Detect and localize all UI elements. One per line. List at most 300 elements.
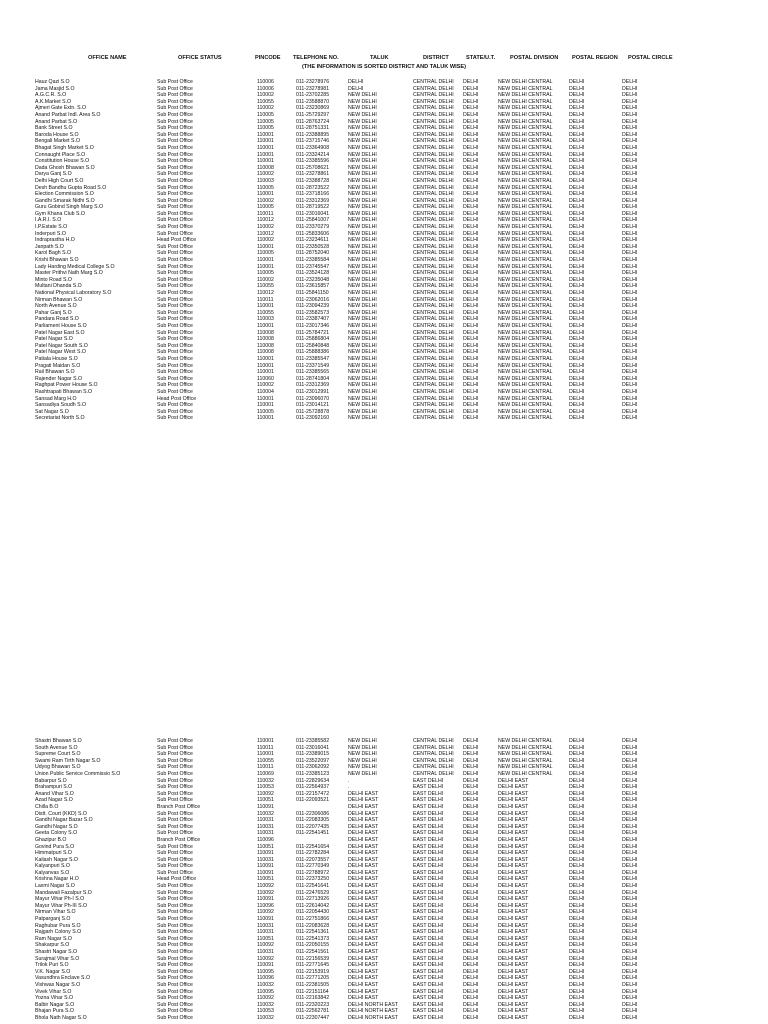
cell-pincode: 110001 — [257, 369, 274, 376]
cell-telephone: 011-22054430 — [296, 909, 330, 916]
cell-taluk: NEW DELHI — [348, 164, 377, 171]
cell-postal-division: NEW DELHI CENTRAL — [498, 197, 553, 204]
cell-pincode: 110092 — [257, 790, 274, 797]
cell-telephone: 011-23371549 — [296, 362, 330, 369]
cell-office-name: Krishi Bhawan S.O — [35, 257, 79, 264]
cell-postal-division: NEW DELHI CENTRAL — [498, 164, 553, 171]
cell-office-status: Sub Post Office — [157, 889, 193, 896]
cell-postal-region: DELHI — [569, 217, 585, 224]
cell-postal-division: NEW DELHI CENTRAL — [498, 144, 553, 151]
header-taluk: TALUK — [370, 55, 389, 61]
cell-postal-division: DELHI EAST — [498, 790, 529, 797]
cell-state: DELHI — [463, 144, 479, 151]
cell-telephone: 011-23016041 — [296, 744, 330, 751]
cell-district: CENTRAL DELHI — [413, 355, 454, 362]
cell-postal-region: DELHI — [569, 922, 585, 929]
cell-telephone: 011-23278976 — [296, 79, 330, 85]
cell-pincode: 110055 — [257, 309, 274, 316]
cell-office-status: Sub Post Office — [157, 290, 193, 296]
cell-telephone: 011-23278861 — [296, 171, 330, 178]
cell-district: CENTRAL DELHI — [413, 85, 454, 92]
cell-postal-circle: DELHI — [622, 744, 638, 751]
cell-pincode: 110012 — [257, 230, 274, 237]
cell-pincode: 110005 — [257, 184, 274, 191]
cell-postal-circle: DELHI — [622, 355, 638, 362]
cell-postal-region: DELHI — [569, 836, 585, 843]
header-postal-region: POSTAL REGION — [572, 55, 618, 61]
cell-postal-division: NEW DELHI CENTRAL — [498, 237, 553, 244]
cell-postal-region: DELHI — [569, 125, 585, 132]
cell-telephone: 011-28751331 — [296, 125, 330, 132]
cell-office-name: Bhagat Singh Market S.O — [35, 144, 94, 151]
cell-pincode: 110003 — [257, 177, 274, 184]
cell-state: DELHI — [463, 1008, 479, 1015]
table-row — [0, 231, 768, 238]
table-row — [0, 969, 768, 976]
cell-pincode: 110091 — [257, 916, 274, 923]
cell-pincode: 110055 — [257, 757, 274, 764]
cell-telephone: 011-23702285 — [296, 92, 330, 99]
cell-office-name: Raghubar Pura S.O — [35, 922, 81, 929]
cell-telephone: 011-22050155 — [296, 942, 330, 949]
cell-pincode: 110032 — [257, 810, 274, 817]
cell-office-status: Sub Post Office — [157, 125, 193, 132]
header-postal-circle: POSTAL CIRCLE — [628, 55, 673, 61]
cell-office-name: Pragati Maidan S.O — [35, 362, 81, 369]
cell-pincode: 110001 — [257, 131, 274, 138]
cell-pincode: 110005 — [257, 408, 274, 415]
cell-office-status: Sub Post Office — [157, 751, 193, 758]
cell-district: EAST DELHI — [413, 790, 444, 797]
cell-postal-division: DELHI EAST — [498, 823, 529, 830]
cell-district: EAST DELHI — [413, 935, 444, 942]
cell-office-status: Sub Post Office — [157, 981, 193, 988]
cell-state: DELHI — [463, 962, 479, 969]
cell-state: DELHI — [463, 362, 479, 369]
cell-postal-circle: DELHI — [622, 197, 638, 204]
cell-pincode: 110002 — [257, 171, 274, 178]
cell-pincode: 110095 — [257, 968, 274, 975]
cell-state: DELHI — [463, 790, 479, 797]
cell-district: CENTRAL DELHI — [413, 144, 454, 151]
cell-office-status: Sub Post Office — [157, 402, 193, 409]
cell-taluk: NEW DELHI — [348, 309, 377, 316]
cell-office-status: Sub Post Office — [157, 949, 193, 955]
cell-telephone: 011-22771205 — [296, 975, 330, 982]
cell-district: EAST DELHI — [413, 850, 444, 857]
cell-district: EAST DELHI — [413, 975, 444, 982]
cell-district: EAST DELHI — [413, 777, 444, 784]
cell-pincode: 110006 — [257, 79, 274, 85]
table-row — [0, 224, 768, 231]
cell-pincode: 110031 — [257, 949, 274, 955]
cell-pincode: 110005 — [257, 111, 274, 118]
table-row — [0, 297, 768, 304]
table-row — [0, 303, 768, 310]
cell-district: CENTRAL DELHI — [413, 303, 454, 310]
cell-postal-division: NEW DELHI CENTRAL — [498, 98, 553, 105]
cell-state: DELHI — [463, 738, 479, 744]
cell-telephone: 011-22614042 — [296, 902, 330, 909]
cell-postal-region: DELHI — [569, 151, 585, 158]
cell-taluk: NEW DELHI — [348, 177, 377, 184]
sort-note: (THE INFORMATION IS SORTED DISTRICT AND TALUK WISE) — [302, 64, 466, 70]
cell-state: DELHI — [463, 171, 479, 178]
cell-office-name: Pahar Ganj S.O — [35, 309, 72, 316]
cell-telephone: 011-23389015 — [296, 751, 330, 758]
cell-pincode: 110012 — [257, 217, 274, 224]
table-row — [0, 105, 768, 112]
cell-pincode: 110001 — [257, 257, 274, 264]
cell-office-name: Kalyanvas S.O — [35, 869, 70, 876]
cell-office-name: Balbir Nagar S.O — [35, 1001, 75, 1008]
cell-office-status: Sub Post Office — [157, 784, 193, 791]
cell-pincode: 110001 — [257, 322, 274, 329]
cell-postal-division: DELHI EAST — [498, 981, 529, 988]
cell-office-name: Brahampuri S.O — [35, 784, 73, 791]
cell-taluk: DELHI EAST — [348, 863, 379, 870]
table-row — [0, 1002, 768, 1009]
cell-office-name: Rajgarh Colony S.O — [35, 929, 82, 936]
cell-pincode: 110008 — [257, 336, 274, 343]
cell-office-name: Vasundhra Enclave S.O — [35, 975, 90, 982]
cell-postal-region: DELHI — [569, 349, 585, 356]
cell-office-name: Union Public Service Commissio S.O — [35, 770, 121, 777]
cell-taluk: NEW DELHI — [348, 738, 377, 744]
cell-postal-division: NEW DELHI CENTRAL — [498, 355, 553, 362]
cell-taluk: NEW DELHI — [348, 303, 377, 310]
cell-postal-region: DELHI — [569, 744, 585, 751]
cell-taluk: DELHI EAST — [348, 803, 379, 810]
cell-telephone: 011-22782284 — [296, 850, 330, 857]
cell-district: CENTRAL DELHI — [413, 388, 454, 395]
cell-office-status: Sub Post Office — [157, 902, 193, 909]
cell-postal-division: DELHI EAST — [498, 856, 529, 863]
cell-telephone: 011-23230869 — [296, 105, 330, 112]
cell-telephone: 011-23388895 — [296, 131, 330, 138]
cell-district: CENTRAL DELHI — [413, 92, 454, 99]
cell-district: EAST DELHI — [413, 988, 444, 995]
cell-taluk: NEW DELHI — [348, 322, 377, 329]
cell-telephone: 011-23718166 — [296, 191, 330, 198]
cell-postal-circle: DELHI — [622, 164, 638, 171]
table-row — [0, 343, 768, 350]
cell-postal-region: DELHI — [569, 276, 585, 283]
table-row — [0, 316, 768, 323]
cell-state: DELHI — [463, 79, 479, 85]
cell-district: EAST DELHI — [413, 909, 444, 916]
cell-postal-division: NEW DELHI CENTRAL — [498, 764, 553, 771]
cell-pincode: 110002 — [257, 382, 274, 389]
cell-district: EAST DELHI — [413, 929, 444, 936]
cell-office-status: Sub Post Office — [157, 1001, 193, 1008]
cell-postal-circle: DELHI — [622, 105, 638, 112]
cell-office-name: Minto Road S.O — [35, 276, 72, 283]
cell-pincode: 110004 — [257, 388, 274, 395]
cell-taluk: DELHI EAST — [348, 823, 379, 830]
cell-postal-division: NEW DELHI CENTRAL — [498, 395, 553, 402]
cell-office-status: Sub Post Office — [157, 144, 193, 151]
cell-telephone: 011-22541641 — [296, 883, 330, 890]
cell-postal-region: DELHI — [569, 949, 585, 955]
cell-office-status: Sub Post Office — [157, 250, 193, 257]
cell-telephone: 011-23092160 — [296, 415, 330, 422]
cell-office-name: Yozna Vihar S.O — [35, 995, 74, 1002]
cell-postal-division: NEW DELHI CENTRAL — [498, 770, 553, 777]
table-row — [0, 204, 768, 211]
table-row — [0, 376, 768, 383]
cell-state: DELHI — [463, 322, 479, 329]
cell-postal-region: DELHI — [569, 402, 585, 409]
table-row — [0, 356, 768, 363]
table-row — [0, 198, 768, 205]
cell-postal-region: DELHI — [569, 138, 585, 145]
cell-state: DELHI — [463, 329, 479, 336]
cell-district: CENTRAL DELHI — [413, 230, 454, 237]
table-row — [0, 369, 768, 376]
header-office-name: OFFICE NAME — [88, 55, 127, 61]
cell-postal-region: DELHI — [569, 856, 585, 863]
cell-postal-circle: DELHI — [622, 125, 638, 132]
cell-pincode: 110001 — [257, 362, 274, 369]
cell-postal-region: DELHI — [569, 902, 585, 909]
table-row — [0, 92, 768, 99]
cell-postal-circle: DELHI — [622, 144, 638, 151]
cell-taluk: NEW DELHI — [348, 92, 377, 99]
cell-office-name: Gandhi Smarak Nidhi S.O — [35, 197, 95, 204]
table-row — [0, 949, 768, 956]
cell-state: DELHI — [463, 98, 479, 105]
cell-district: EAST DELHI — [413, 995, 444, 1002]
cell-taluk: NEW DELHI — [348, 191, 377, 198]
cell-state: DELHI — [463, 263, 479, 270]
cell-office-status: Sub Post Office — [157, 296, 193, 303]
table-row — [0, 330, 768, 337]
cell-postal-region: DELHI — [569, 909, 585, 916]
cell-state: DELHI — [463, 415, 479, 422]
cell-telephone: 011-23234611 — [296, 237, 329, 244]
cell-postal-circle: DELHI — [622, 863, 638, 870]
cell-taluk: NEW DELHI — [348, 184, 377, 191]
cell-district: CENTRAL DELHI — [413, 197, 454, 204]
cell-postal-region: DELHI — [569, 92, 585, 99]
cell-taluk: NEW DELHI — [348, 296, 377, 303]
cell-postal-division: DELHI EAST — [498, 797, 529, 804]
cell-postal-circle: DELHI — [622, 810, 638, 817]
cell-office-name: Inderpuri S.O — [35, 230, 66, 237]
cell-telephone: 011-23582573 — [296, 309, 330, 316]
cell-state: DELHI — [463, 909, 479, 916]
cell-postal-region: DELHI — [569, 303, 585, 310]
cell-telephone: 011-23312369 — [296, 197, 330, 204]
cell-state: DELHI — [463, 896, 479, 903]
cell-postal-region: DELHI — [569, 770, 585, 777]
cell-state: DELHI — [463, 296, 479, 303]
cell-office-status: Sub Post Office — [157, 738, 193, 744]
cell-postal-circle: DELHI — [622, 138, 638, 145]
cell-district: CENTRAL DELHI — [413, 316, 454, 323]
cell-district: CENTRAL DELHI — [413, 158, 454, 165]
cell-office-status: Sub Post Office — [157, 210, 193, 217]
cell-taluk: DELHI EAST — [348, 850, 379, 857]
cell-telephone: 011-22541654 — [296, 843, 330, 850]
cell-taluk: NEW DELHI — [348, 336, 377, 343]
table-row — [0, 250, 768, 257]
cell-postal-division: DELHI EAST — [498, 909, 529, 916]
cell-office-name: Bhajan Pura S.O — [35, 1008, 74, 1015]
cell-office-status: Sub Post Office — [157, 336, 193, 343]
cell-office-status: Sub Post Office — [157, 355, 193, 362]
table-row — [0, 349, 768, 356]
cell-telephone: 011-22713926 — [296, 896, 330, 903]
cell-office-name: Parliament House S.O — [35, 322, 87, 329]
cell-state: DELHI — [463, 369, 479, 376]
cell-state: DELHI — [463, 869, 479, 876]
cell-office-status: Sub Post Office — [157, 322, 193, 329]
cell-state: DELHI — [463, 270, 479, 277]
cell-postal-division: DELHI EAST — [498, 942, 529, 949]
cell-postal-region: DELHI — [569, 388, 585, 395]
cell-district: CENTRAL DELHI — [413, 224, 454, 231]
cell-taluk: NEW DELHI — [348, 342, 377, 349]
cell-taluk: NEW DELHI — [348, 382, 377, 389]
cell-postal-region: DELHI — [569, 316, 585, 323]
cell-postal-region: DELHI — [569, 230, 585, 237]
cell-postal-region: DELHI — [569, 850, 585, 857]
cell-state: DELHI — [463, 797, 479, 804]
cell-telephone: 011-22083628 — [296, 922, 330, 929]
cell-pincode: 110005 — [257, 125, 274, 132]
table-row — [0, 837, 768, 844]
cell-district: EAST DELHI — [413, 823, 444, 830]
cell-district: CENTRAL DELHI — [413, 296, 454, 303]
cell-postal-circle: DELHI — [622, 1001, 638, 1008]
cell-taluk: NEW DELHI — [348, 757, 377, 764]
cell-postal-division: DELHI EAST — [498, 777, 529, 784]
cell-postal-circle: DELHI — [622, 362, 638, 369]
cell-district: CENTRAL DELHI — [413, 243, 454, 250]
cell-taluk: . — [348, 777, 350, 784]
cell-postal-circle: DELHI — [622, 975, 638, 982]
cell-office-name: Guru Gobind Singh Marg S.O — [35, 204, 104, 211]
cell-postal-division: NEW DELHI CENTRAL — [498, 402, 553, 409]
cell-pincode: 110002 — [257, 276, 274, 283]
cell-telephone: 011-28752040 — [296, 250, 330, 257]
table-row — [0, 936, 768, 943]
cell-postal-division: DELHI EAST — [498, 929, 529, 936]
cell-postal-circle: DELHI — [622, 98, 638, 105]
cell-office-status: Sub Post Office — [157, 118, 193, 125]
cell-office-status: Sub Post Office — [157, 1008, 193, 1015]
cell-postal-region: DELHI — [569, 889, 585, 896]
table-row — [0, 138, 768, 145]
cell-postal-division: DELHI EAST — [498, 955, 529, 962]
cell-district: CENTRAL DELHI — [413, 402, 454, 409]
table-row — [0, 778, 768, 785]
cell-telephone: 011-23094239 — [296, 303, 330, 310]
cell-taluk: NEW DELHI — [348, 204, 377, 211]
cell-telephone: 011-25888386 — [296, 349, 330, 356]
cell-telephone: 011-25841150 — [296, 290, 329, 296]
cell-postal-circle: DELHI — [622, 158, 638, 165]
cell-office-name: Baroda House S.O — [35, 131, 79, 138]
cell-postal-division: NEW DELHI CENTRAL — [498, 316, 553, 323]
cell-postal-region: DELHI — [569, 1014, 585, 1021]
cell-office-name: Patparganj S.O — [35, 916, 71, 923]
cell-taluk: NEW DELHI — [348, 158, 377, 165]
cell-state: DELHI — [463, 184, 479, 191]
cell-office-name: Patel Nagar S.O — [35, 336, 73, 343]
cell-postal-division: DELHI EAST — [498, 850, 529, 857]
cell-telephone: 011-28723522 — [296, 184, 330, 191]
cell-office-name: Connaught Place S.O — [35, 151, 86, 158]
table-row — [0, 870, 768, 877]
cell-office-name: Delhi High Court S.O — [35, 177, 84, 184]
cell-postal-region: DELHI — [569, 131, 585, 138]
table-row — [0, 942, 768, 949]
cell-state: DELHI — [463, 803, 479, 810]
cell-postal-region: DELHI — [569, 184, 585, 191]
cell-state: DELHI — [463, 770, 479, 777]
cell-taluk: NEW DELHI — [348, 138, 377, 145]
cell-state: DELHI — [463, 105, 479, 112]
cell-postal-region: DELHI — [569, 322, 585, 329]
cell-postal-region: DELHI — [569, 270, 585, 277]
cell-office-status: Sub Post Office — [157, 85, 193, 92]
cell-office-status: Sub Post Office — [157, 257, 193, 264]
cell-state: DELHI — [463, 975, 479, 982]
cell-taluk: NEW DELHI — [348, 243, 377, 250]
cell-postal-circle: DELHI — [622, 92, 638, 99]
cell-postal-region: DELHI — [569, 105, 585, 112]
cell-office-name: Vivek Vihar S.O — [35, 988, 72, 995]
cell-pincode: 110053 — [257, 784, 274, 791]
cell-postal-circle: DELHI — [622, 303, 638, 310]
cell-district: CENTRAL DELHI — [413, 322, 454, 329]
cell-taluk: DELHI — [348, 79, 364, 85]
cell-state: DELHI — [463, 290, 479, 296]
cell-telephone: 011-23370279 — [296, 224, 330, 231]
cell-postal-division: DELHI EAST — [498, 784, 529, 791]
cell-postal-division: DELHI EAST — [498, 883, 529, 890]
cell-taluk: NEW DELHI — [348, 230, 377, 237]
cell-office-name: Mandawali Fazalpur S.O — [35, 889, 92, 896]
cell-state: DELHI — [463, 942, 479, 949]
cell-telephone: 011-28741804 — [296, 375, 330, 382]
header-district: DISTRICT — [423, 55, 449, 61]
cell-state: DELHI — [463, 817, 479, 824]
cell-pincode: 110002 — [257, 92, 274, 99]
cell-state: DELHI — [463, 1001, 479, 1008]
cell-district: EAST DELHI — [413, 883, 444, 890]
table-row — [0, 270, 768, 277]
table-row — [0, 975, 768, 982]
cell-office-status: Sub Post Office — [157, 896, 193, 903]
cell-state: DELHI — [463, 395, 479, 402]
cell-taluk: NEW DELHI — [348, 276, 377, 283]
cell-office-name: Govind Pura S.O — [35, 843, 75, 850]
table-row — [0, 171, 768, 178]
cell-postal-division: NEW DELHI CENTRAL — [498, 388, 553, 395]
cell-postal-circle: DELHI — [622, 922, 638, 929]
cell-district: CENTRAL DELHI — [413, 118, 454, 125]
cell-postal-division: DELHI EAST — [498, 863, 529, 870]
cell-district: CENTRAL DELHI — [413, 177, 454, 184]
cell-postal-region: DELHI — [569, 757, 585, 764]
cell-pincode: 110005 — [257, 118, 274, 125]
cell-postal-circle: DELHI — [622, 883, 638, 890]
cell-pincode: 110091 — [257, 850, 274, 857]
